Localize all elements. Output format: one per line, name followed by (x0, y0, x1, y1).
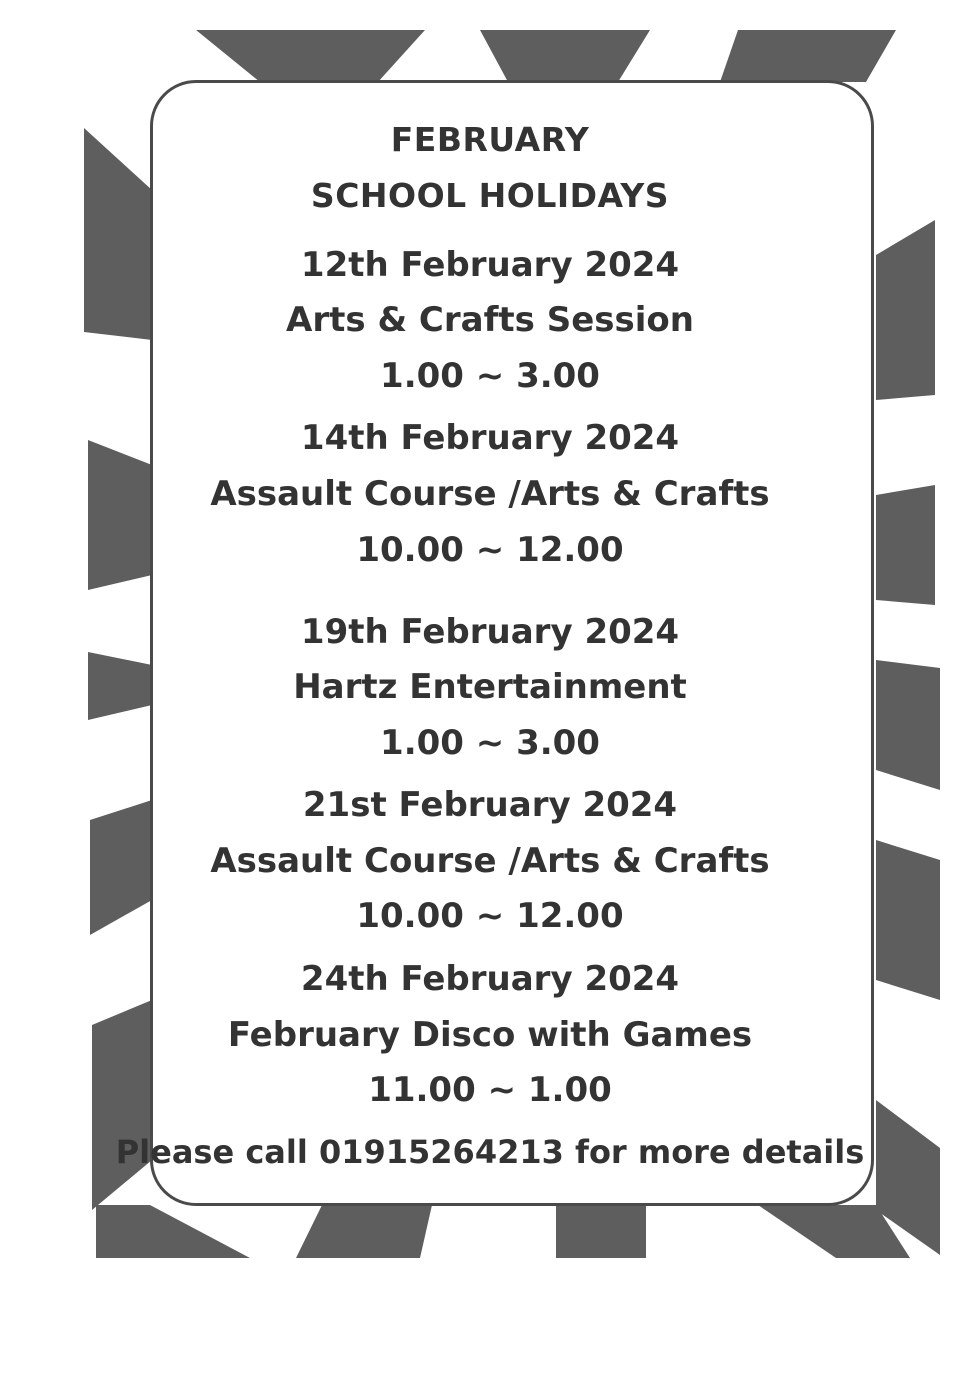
event-1-date: 12th February 2024 (300, 245, 680, 285)
event-5-date: 24th February 2024 (300, 959, 680, 999)
event-2-time: 10.00 ~ 12.00 (356, 530, 624, 570)
event-1-time: 1.00 ~ 3.00 (380, 356, 600, 396)
event-3-time: 1.00 ~ 3.00 (380, 723, 600, 763)
event-5-time: 11.00 ~ 1.00 (368, 1070, 612, 1110)
event-4-date: 21st February 2024 (302, 785, 678, 825)
event-2-activity: Assault Course /Arts & Crafts (210, 474, 770, 514)
title-month: FEBRUARY (390, 120, 590, 159)
title-school-holidays: SCHOOL HOLIDAYS (310, 176, 670, 215)
event-3-date: 19th February 2024 (300, 612, 680, 652)
event-4-time: 10.00 ~ 12.00 (356, 896, 624, 936)
event-3-activity: Hartz Entertainment (293, 667, 687, 707)
event-5-activity: February Disco with Games (227, 1015, 753, 1055)
event-2-date: 14th February 2024 (300, 418, 680, 458)
contact-footer: Please call 01915264213 for more details (115, 1133, 865, 1171)
event-4-activity: Assault Course /Arts & Crafts (210, 841, 770, 881)
event-1-activity: Arts & Crafts Session (286, 300, 694, 340)
